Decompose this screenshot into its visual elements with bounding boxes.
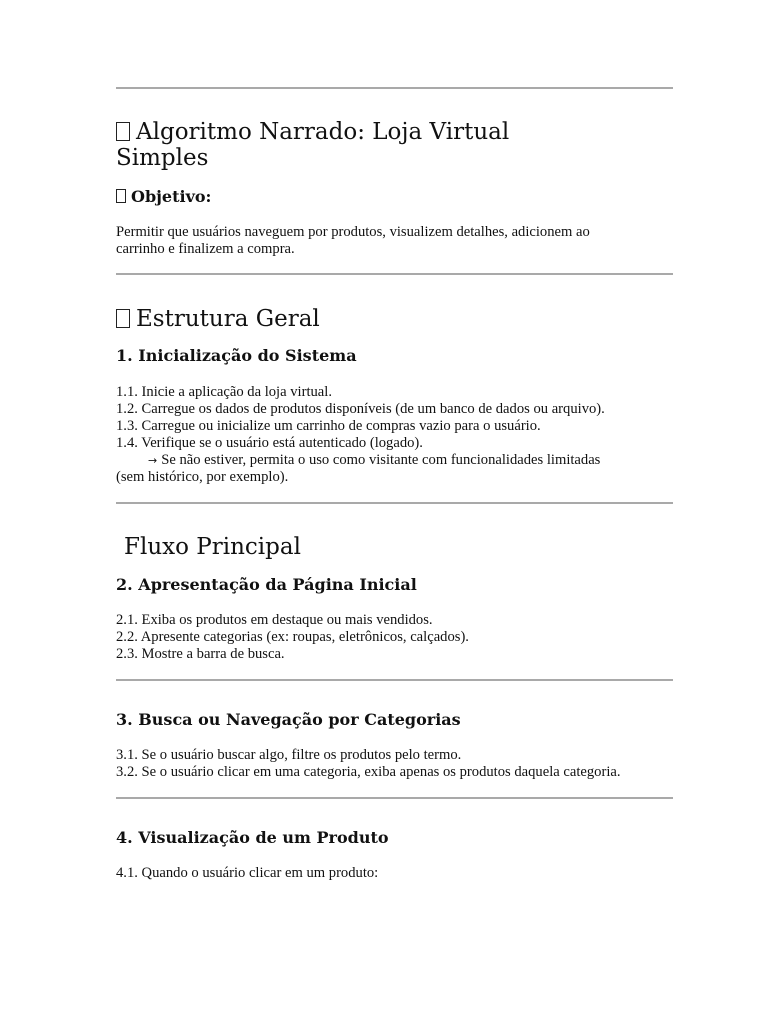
- note-text: Se não estiver, permita o uso como visitante com funcionalidades limitadas: [161, 452, 601, 468]
- title-line-2: Simples: [116, 145, 209, 171]
- list-note-continuation: (sem histórico, por exemplo).: [116, 469, 289, 485]
- list-item: 1.2. Carregue os dados de produtos disponíveis (de um banco de dados ou arquivo).: [116, 401, 605, 417]
- document-title: [116, 119, 673, 171]
- objective-heading-label: Objetivo:: [131, 187, 212, 206]
- flow-heading: Fluxo Principal: [124, 534, 301, 560]
- list-item: 2.3. Mostre a barra de busca.: [116, 646, 285, 662]
- list-item: 1.3. Carregue ou inicialize um carrinho de compras vazio para o usuário.: [116, 418, 541, 434]
- divider: [116, 502, 673, 504]
- objective-heading: [116, 187, 211, 207]
- list-item: 1.4. Verifique se o usuário está autenticado (logado).: [116, 435, 423, 451]
- section-1-heading: 1. Inicialização do Sistema: [116, 346, 357, 365]
- title-line-1: Algoritmo Narrado: Loja Virtual: [136, 119, 510, 145]
- list-item: 3.1. Se o usuário buscar algo, filtre os produtos pelo termo.: [116, 747, 462, 763]
- structure-heading-label: Estrutura Geral: [136, 306, 320, 332]
- list-item: 2.2. Apresente categorias (ex: roupas, eletrônicos, calçados).: [116, 629, 469, 645]
- list-item: 4.1. Quando o usuário clicar em um produto:: [116, 865, 379, 881]
- divider: [116, 273, 673, 275]
- section-2-list: [116, 612, 673, 663]
- section-1-list: [116, 384, 673, 486]
- objective-text-line: Permitir que usuários naveguem por produtos, visualizem detalhes, adicionem ao: [116, 224, 590, 240]
- objective-text-line: carrinho e finalizem a compra.: [116, 241, 295, 257]
- objective-text: [116, 224, 673, 258]
- list-item: 2.1. Exiba os produtos em destaque ou mais vendidos.: [116, 612, 433, 628]
- section-3-list: [116, 747, 673, 781]
- tofu-glyph-icon: [116, 189, 126, 203]
- tofu-glyph-icon: [116, 309, 130, 328]
- divider: [116, 679, 673, 681]
- arrow-right-icon: →: [148, 454, 158, 467]
- divider: [116, 87, 673, 89]
- structure-heading: [116, 306, 673, 332]
- divider: [116, 797, 673, 799]
- section-4-heading: 4. Visualização de um Produto: [116, 828, 389, 847]
- list-item: 3.2. Se o usuário clicar em uma categoria, exiba apenas os produtos daquela categoria.: [116, 764, 621, 780]
- section-4-list: [116, 865, 673, 882]
- section-3-heading: 3. Busca ou Navegação por Categorias: [116, 710, 461, 729]
- list-note: [116, 452, 673, 469]
- section-2-heading: 2. Apresentação da Página Inicial: [116, 575, 417, 594]
- list-item: 1.1. Inicie a aplicação da loja virtual.: [116, 384, 332, 400]
- tofu-glyph-icon: [116, 122, 130, 141]
